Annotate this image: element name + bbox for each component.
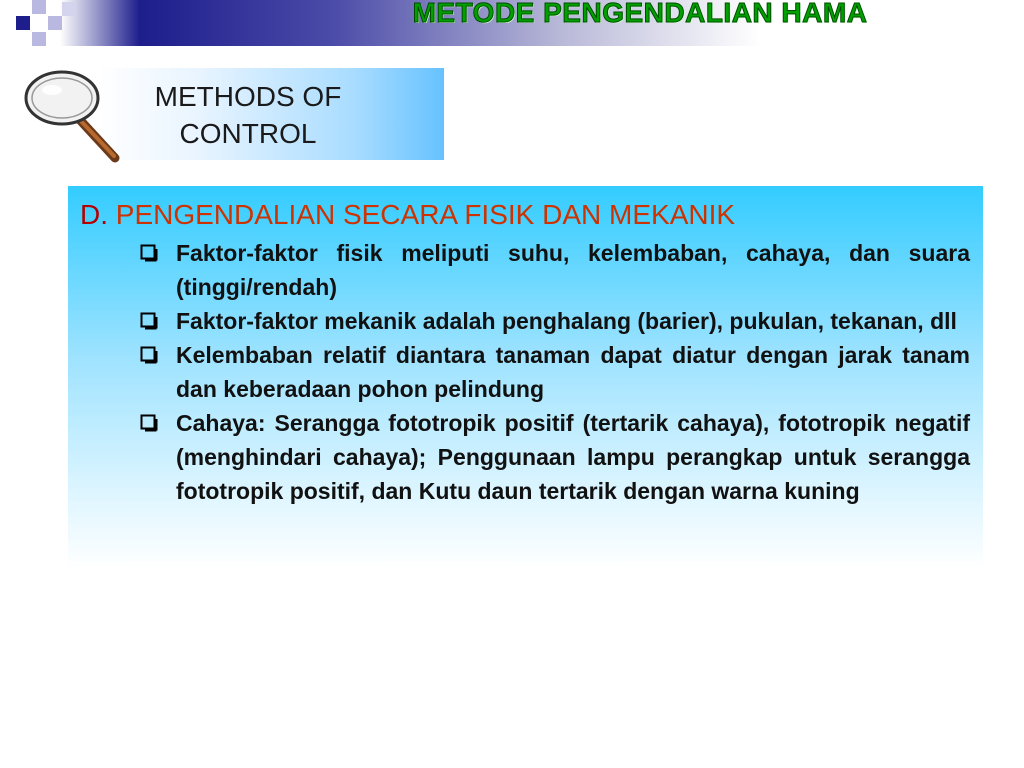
list-item bbox=[138, 338, 970, 406]
decor-square bbox=[16, 16, 30, 30]
section-heading-text: PENGENDALIAN SECARA FISIK DAN MEKANIK bbox=[115, 199, 736, 230]
banner-line-2: CONTROL bbox=[179, 118, 317, 149]
list-item-text: Faktor-faktor fisik meliputi suhu, kelembaban, cahaya, dan suara (tinggi/rendah) bbox=[176, 240, 970, 300]
list-item bbox=[138, 406, 970, 508]
list-item-text: Cahaya: Serangga fototropik positif (tertarik cahaya), fototropik negatif (menghindari cahaya); Penggunaan lampu perangkap untuk serangga fototropik positif, dan Kutu daun tertarik dengan warna kuning bbox=[176, 410, 970, 504]
checkbox-square-icon bbox=[138, 236, 170, 270]
checkbox-square-icon bbox=[138, 304, 170, 338]
decor-square bbox=[48, 16, 62, 30]
list-item bbox=[138, 236, 970, 304]
banner-line-1: METHODS OF bbox=[154, 81, 342, 112]
section-heading bbox=[80, 197, 735, 233]
checkbox-square-icon bbox=[138, 338, 170, 372]
decor-square bbox=[32, 0, 46, 14]
section-prefix: D. bbox=[80, 199, 108, 230]
methods-of-control-label bbox=[118, 78, 378, 152]
decor-square bbox=[32, 32, 46, 46]
checkbox-square-icon bbox=[138, 406, 170, 440]
list-item-text: Faktor-faktor mekanik adalah penghalang (barier), pukulan, tekanan, dll bbox=[176, 308, 957, 334]
decor-square bbox=[62, 2, 76, 16]
slide-title: METODE PENGENDALIAN HAMA bbox=[412, 0, 868, 28]
list-item bbox=[138, 304, 970, 338]
magnifying-glass-icon bbox=[22, 68, 122, 164]
bullet-list bbox=[138, 236, 970, 508]
list-item-text: Kelembaban relatif diantara tanaman dapat diatur dengan jarak tanam dan keberadaan pohon pelindung bbox=[176, 342, 970, 402]
